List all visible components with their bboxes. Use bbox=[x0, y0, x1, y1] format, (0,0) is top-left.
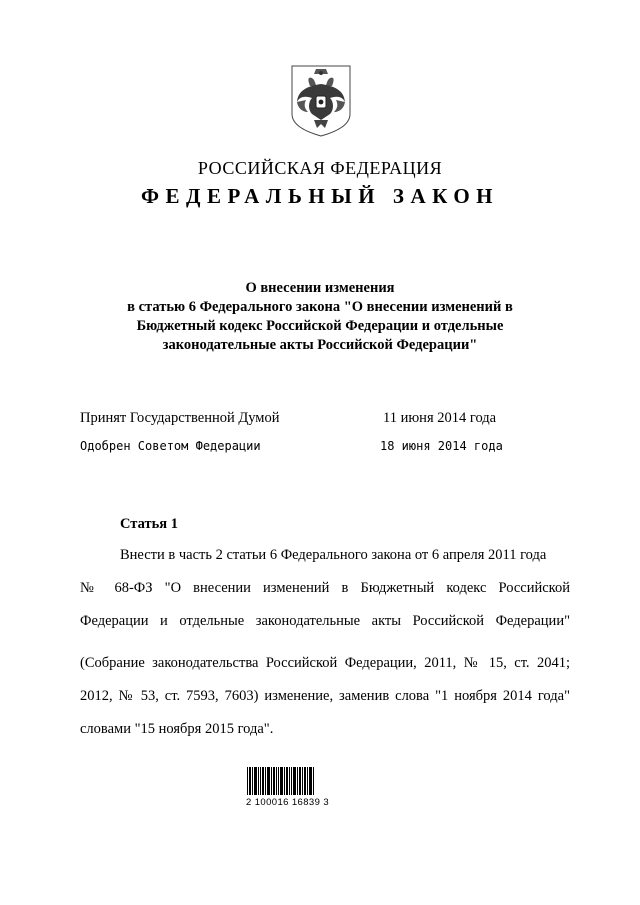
council-approval-label: Одобрен Советом Федерации bbox=[80, 439, 261, 453]
barcode-image bbox=[247, 767, 315, 795]
article-text-line: Федерации и отдельные законодательные акты Российской Федерации" bbox=[80, 613, 570, 629]
article-text-line: 2012, № 53, ст. 7593, 7603) изменение, заменив слова "1 ноября 2014 года" bbox=[80, 688, 570, 704]
coat-of-arms-icon bbox=[288, 62, 354, 138]
article-text-line: (Собрание законодательства Российской Федерации, 2011, № 15, ст. 2041; bbox=[80, 655, 570, 671]
duma-adoption-date: 11 июня 2014 года bbox=[383, 410, 497, 426]
duma-adoption-label: Принят Государственной Думой bbox=[80, 410, 280, 426]
article-text-line: словами "15 ноября 2015 года". bbox=[80, 721, 274, 737]
country-name: РОССИЙСКАЯ ФЕДЕРАЦИЯ bbox=[197, 158, 443, 178]
article-text-line: № 68-ФЗ "О внесении изменений в Бюджетный кодекс Российской bbox=[80, 580, 570, 596]
article-heading: Статья 1 bbox=[120, 516, 178, 532]
law-title-line: в статью 6 Федерального закона "О внесении изменений в bbox=[127, 299, 513, 315]
document-type: ФЕДЕРАЛЬНЫЙ ЗАКОН bbox=[141, 184, 499, 208]
law-title-line: О внесении изменения bbox=[245, 280, 395, 296]
law-title-line: законодательные акты Российской Федерации" bbox=[162, 337, 478, 353]
law-title-line: Бюджетный кодекс Российской Федерации и отдельные bbox=[136, 318, 504, 334]
council-approval-date: 18 июня 2014 года bbox=[380, 439, 503, 453]
barcode-number: 2 100016 16839 3 bbox=[246, 797, 330, 808]
article-text-line: Внести в часть 2 статьи 6 Федерального закона от 6 апреля 2011 года bbox=[120, 547, 547, 563]
